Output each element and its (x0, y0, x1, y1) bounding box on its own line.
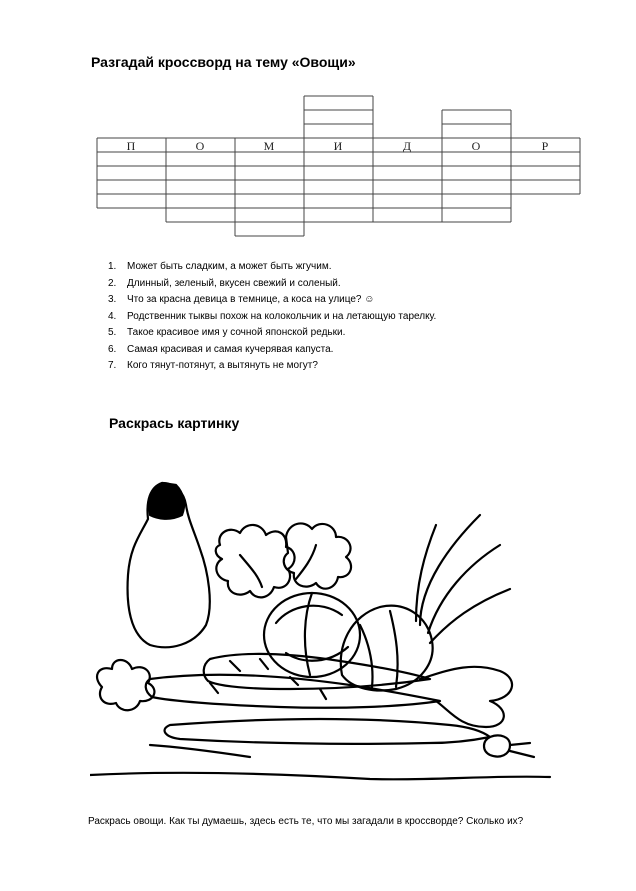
coloring-instruction: Раскрась овощи. Как ты думаешь, здесь есть те, что мы загадали в кроссворде? Сколько их? (88, 816, 524, 827)
clue-text: Такое красивое имя у сочной японской редьки. (127, 327, 346, 338)
clue-number: 1. (108, 261, 117, 272)
squash-icon (128, 483, 210, 647)
clue-text: Кого тянут-потянут, а вытянуть не могут? (127, 360, 318, 371)
clue-item (108, 325, 436, 342)
clue-number: 2. (108, 277, 117, 289)
cauliflower-icon (216, 523, 351, 597)
ground-line-icon (90, 773, 550, 779)
crossword-letter: П (126, 139, 136, 153)
clue-item (108, 342, 436, 359)
clue-item (108, 358, 436, 375)
clue-number: 4. (108, 310, 117, 322)
coloring-title: Раскрась картинку (109, 415, 240, 431)
carrot-icon (97, 654, 512, 727)
crossword-letter: Д (402, 139, 412, 153)
cabbage-icon (264, 593, 360, 677)
clue-list (108, 259, 436, 375)
clue-text: Длинный, зеленый, вкусен свежий и соленый. (127, 277, 341, 289)
clue-item (108, 292, 436, 309)
crossword-letter: О (471, 139, 481, 153)
crossword-letter: И (333, 139, 343, 153)
vegetables-coloring-picture (90, 475, 590, 805)
crossword-letter: Р (541, 139, 549, 153)
clue-number: 5. (108, 327, 117, 338)
clue-item (108, 259, 436, 276)
crossword-lines (97, 96, 580, 236)
crossword-letter: О (195, 139, 205, 153)
crossword-grid (0, 0, 636, 260)
leek-icon (150, 719, 534, 757)
clue-number: 7. (108, 360, 117, 371)
clue-text: Родственник тыквы похож на колокольчик и на летающую тарелку. (127, 310, 437, 322)
clue-number: 6. (108, 343, 117, 355)
clue-text: Что за красна девица в темнице, а коса на улице? ☺ (127, 294, 375, 305)
clue-text: Может быть сладким, а может быть жгучим. (127, 261, 332, 272)
clue-number: 3. (108, 294, 117, 305)
clue-item (108, 276, 436, 293)
clue-text: Самая красивая и самая кучерявая капуста. (127, 343, 334, 355)
crossword-title: Разгадай кроссворд на тему «Овощи» (91, 54, 356, 70)
clue-item (108, 309, 436, 326)
crossword-letter: М (263, 139, 275, 153)
crossword-letters (127, 139, 549, 153)
